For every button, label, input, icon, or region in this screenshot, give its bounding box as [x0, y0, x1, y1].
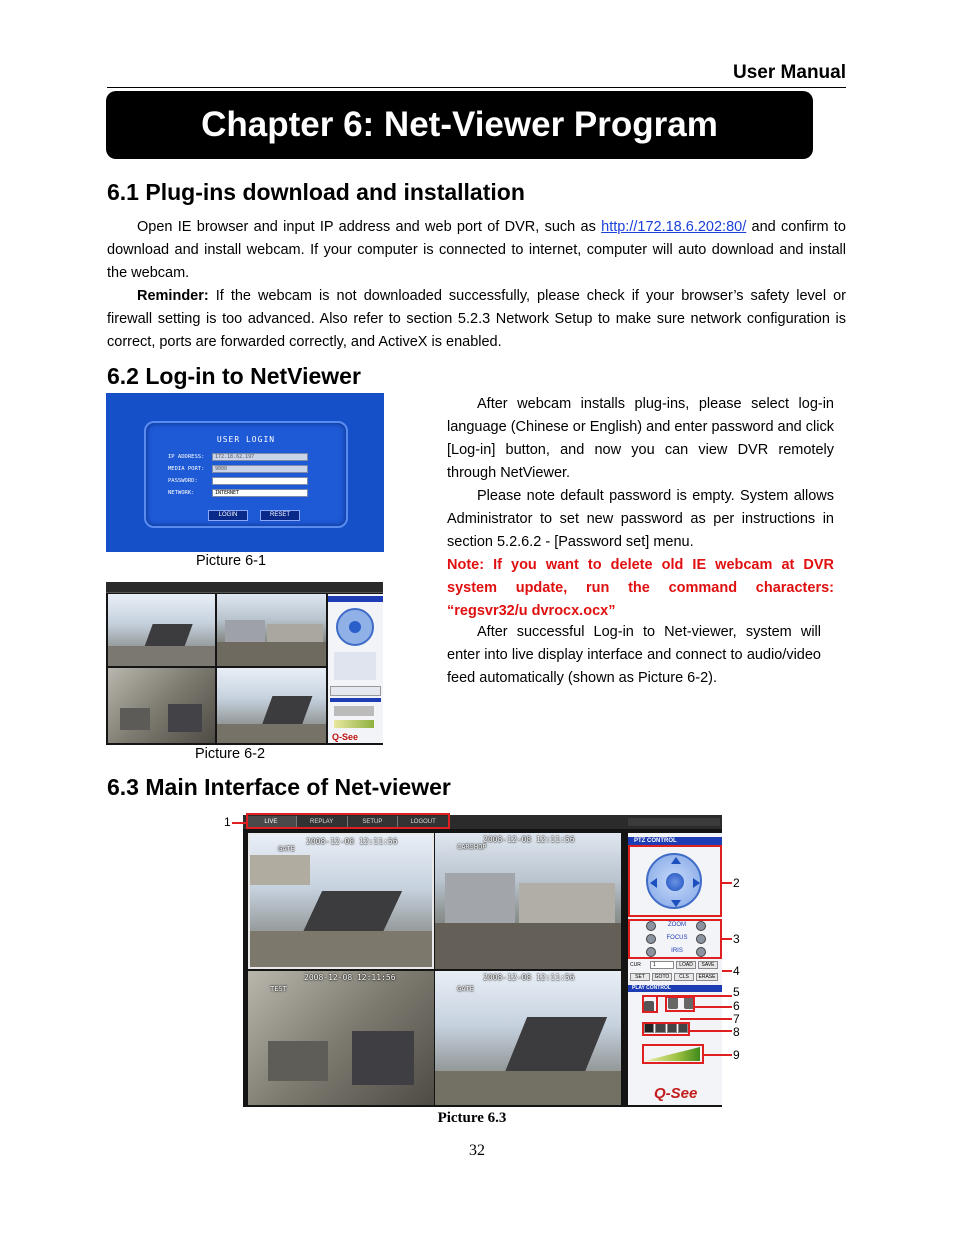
section-6-1-paragraph-2	[107, 285, 846, 354]
callout-box-2	[628, 845, 722, 917]
callout-line-5	[658, 995, 732, 997]
section-6-2-heading: 6.2 Log-in to NetViewer	[107, 363, 361, 389]
camera-4-name: GATE	[457, 985, 474, 993]
small-camera-4	[217, 668, 326, 743]
header-rule	[107, 87, 846, 88]
small-camera-2	[217, 594, 326, 666]
camera-1[interactable]	[248, 833, 434, 969]
callout-box-5	[642, 995, 658, 1013]
p1-after: and confirm to download and install webcam. If your computer is connected to internet, computer will auto download and install the webcam.	[107, 219, 846, 281]
cur-field[interactable]: 1	[650, 961, 674, 969]
callout-number-6: 6	[733, 999, 740, 1013]
callout-box-8	[642, 1022, 690, 1036]
callout-line-4	[722, 970, 732, 972]
callout-line-6	[694, 1006, 732, 1008]
callout-number-7: 7	[733, 1012, 740, 1026]
network-row	[168, 489, 318, 498]
callout-line-7	[680, 1018, 732, 1020]
default-password-text: Please note default password is empty. System allows Administrator to set new password as per instructions in section 5.2.6.2 - [Password set] menu.	[447, 488, 834, 550]
ptz-control-title: PTZ CONTROL	[628, 837, 722, 846]
live-display-text: After successful Log-in to Net-viewer, system will enter into live display interface and connect to audio/video feed automatically (shown as Picture 6-2).	[447, 624, 821, 686]
callout-line-2	[722, 882, 732, 884]
camera-4-timestamp: 2008-12-08 12:11:56	[483, 973, 575, 982]
camera-4[interactable]	[435, 971, 621, 1105]
reset-button[interactable]: RESET	[260, 510, 300, 521]
small-ptz-joystick[interactable]	[336, 608, 374, 646]
cur-label: CUR	[630, 962, 641, 968]
section-6-1-heading: 6.1 Plug-ins download and installation	[107, 179, 525, 205]
tab-logout[interactable]: LOGOUT	[398, 816, 448, 828]
goto-button[interactable]: GOTO	[652, 973, 672, 981]
tab-setup[interactable]: SETUP	[348, 816, 399, 828]
qsee-logo: Q-See	[654, 1085, 698, 1102]
small-tab-bar	[106, 582, 383, 593]
callout-box-3	[628, 919, 722, 959]
camera-3-timestamp: 2008-12-08 12:11:56	[304, 973, 396, 982]
netviewer-screenshot-small	[106, 582, 383, 745]
login-title: USER LOGIN	[216, 435, 276, 444]
camera-2-name: CARSHOP	[457, 843, 487, 851]
small-camera-1	[108, 594, 215, 666]
network-label: NETWORK:	[168, 490, 195, 496]
callout-number-2: 2	[733, 876, 740, 890]
ip-address-label: IP ADDRESS:	[168, 454, 205, 460]
iris-label: IRIS	[671, 948, 683, 954]
picture-6-1-caption: Picture 6-1	[195, 553, 267, 569]
camera-2-timestamp: 2008-12-08 12:11:56	[483, 835, 575, 844]
callout-box-9	[642, 1044, 704, 1064]
camera-1-name: GATE	[278, 845, 295, 853]
p1-before: Open IE browser and input IP address and web port of DVR, such as	[137, 219, 602, 235]
section-6-1-paragraph-1	[107, 216, 846, 285]
password-label: PASSWORD:	[168, 478, 198, 484]
cls-button[interactable]: CLS	[674, 973, 694, 981]
section-6-2-paragraph-3	[447, 621, 821, 690]
camera-3-name: TEST	[270, 985, 287, 993]
callout-number-3: 3	[733, 932, 740, 946]
callout-box-6-7	[665, 996, 695, 1012]
login-screenshot	[106, 393, 384, 552]
focus-label: FOCUS	[666, 935, 688, 941]
login-panel	[144, 421, 348, 528]
set-button[interactable]: SET	[630, 973, 650, 981]
callout-line-1	[232, 822, 246, 824]
callout-number-9: 9	[733, 1048, 740, 1062]
load-button[interactable]: LOAD	[676, 961, 696, 969]
section-6-3-heading: 6.3 Main Interface of Net-viewer	[107, 774, 451, 800]
media-port-field[interactable]: 9000	[212, 465, 308, 473]
ip-address-row	[168, 453, 318, 462]
running-header: User Manual	[733, 62, 846, 83]
login-button[interactable]: LOGIN	[208, 510, 248, 521]
delete-webcam-note: Note: If you want to delete old IE webcam at DVR system update, run the command characters: “regsvr32/u dvrocx.ocx”	[447, 557, 834, 619]
callout-box-1	[246, 813, 450, 829]
netviewer-main-interface	[243, 815, 722, 1107]
camera-2[interactable]	[435, 833, 621, 969]
erase-button[interactable]: ERASE	[696, 973, 718, 981]
callout-line-9	[704, 1054, 732, 1056]
login-instructions-text: After webcam installs plug-ins, please select log-in language (Chinese or English) and enter password and click [Log-in] button, and now you can view DVR remotely through NetViewer.	[447, 396, 834, 481]
ip-address-field[interactable]: 172.18.62.197	[212, 453, 308, 461]
tab-live[interactable]: LIVE	[246, 816, 297, 828]
camera-3[interactable]	[248, 971, 434, 1105]
password-row	[168, 477, 318, 486]
callout-number-8: 8	[733, 1025, 740, 1039]
small-ptz-panel	[328, 594, 383, 743]
camera-1-timestamp: 2008-12-08 12:11:56	[306, 837, 398, 846]
media-port-row	[168, 465, 318, 474]
page-number: 32	[469, 1142, 485, 1159]
callout-number-1: 1	[224, 815, 231, 829]
reminder-label: Reminder:	[137, 288, 209, 304]
save-button[interactable]: SAVE	[698, 961, 718, 969]
media-port-label: MEDIA PORT:	[168, 466, 205, 472]
callout-number-4: 4	[733, 964, 740, 978]
small-camera-3	[108, 668, 215, 743]
section-6-2-paragraph-1	[447, 393, 834, 485]
callout-line-3	[722, 938, 732, 940]
reminder-text: If the webcam is not downloaded successfully, please check if your browser’s safety level or firewall setting is too advanced. Also refer to section 5.2.3 Network Setup to make sure network configuration is correct, ports are forwarded correctly, and ActiveX is enabled.	[107, 288, 846, 350]
section-6-2-paragraph-2	[447, 485, 834, 554]
network-select[interactable]: INTERNET	[212, 489, 308, 497]
dvr-url-link[interactable]: http://172.18.6.202:80/	[601, 219, 747, 235]
small-qsee-logo: Q-See	[332, 732, 359, 742]
tab-replay[interactable]: REPLAY	[297, 816, 348, 828]
zoom-label: ZOOM	[668, 922, 686, 928]
callout-number-5: 5	[733, 985, 740, 999]
callout-line-8	[690, 1030, 732, 1032]
chapter-title: Chapter 6: Net-Viewer Program	[201, 105, 718, 144]
play-control-title: PLAY CONTROL	[628, 985, 722, 992]
picture-6-3-caption: Picture 6.3	[437, 1110, 507, 1126]
picture-6-2-caption: Picture 6-2	[194, 746, 266, 762]
password-field[interactable]	[212, 477, 308, 485]
